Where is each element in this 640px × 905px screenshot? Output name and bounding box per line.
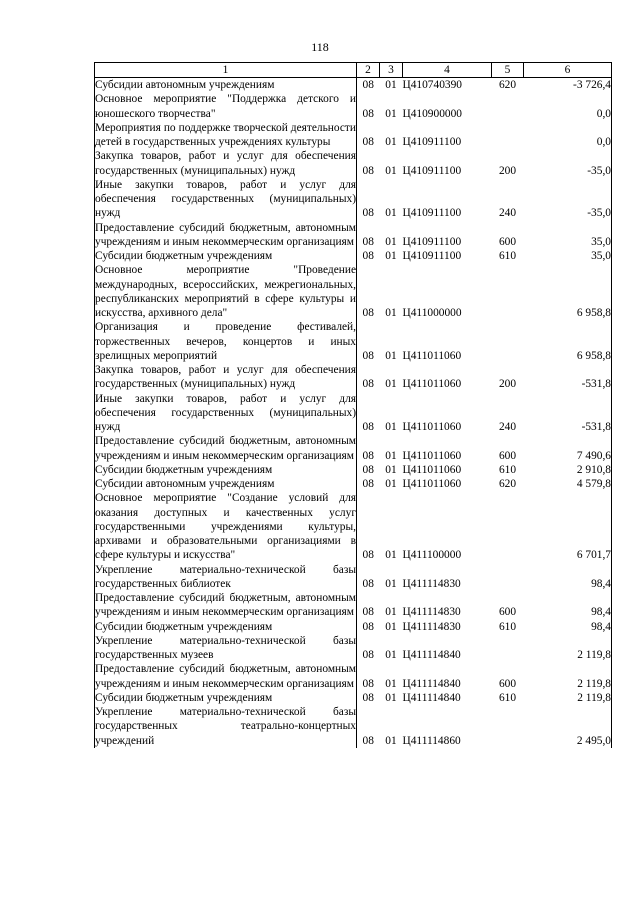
row-subsection: 01 xyxy=(385,79,397,91)
row-target-code: Ц410911100 xyxy=(402,207,462,220)
table-row xyxy=(95,477,612,491)
row-amount: 6 958,8 xyxy=(524,320,612,363)
row-amount: -35,0 xyxy=(524,178,612,221)
row-expense-type: 240 xyxy=(498,207,517,220)
budget-table xyxy=(94,62,612,748)
row-expense-type: 600 xyxy=(498,606,517,619)
row-expense-type: 240 xyxy=(498,421,517,433)
row-expense-type: 610 xyxy=(498,691,517,704)
table-row xyxy=(95,434,612,463)
row-section: 08 xyxy=(362,421,374,433)
row-section: 08 xyxy=(362,378,374,391)
row-expense-type xyxy=(492,705,524,748)
row-amount: -35,0 xyxy=(524,149,612,178)
row-subsection: 01 xyxy=(385,449,397,462)
row-target-code: Ц411114860 xyxy=(402,734,461,747)
row-subsection: 01 xyxy=(385,207,397,220)
row-name: Укрепление материально-технической базы государственных библиотек xyxy=(95,563,356,590)
row-name: Субсидии автономным учреждениям xyxy=(95,477,357,491)
row-name: Субсидии бюджетным учреждениям xyxy=(95,691,357,705)
header-col-5: 5 xyxy=(492,63,524,78)
row-subsection: 01 xyxy=(385,164,397,177)
row-name: Предоставление субсидий бюджетным, автономным учреждениям и иным некоммерческим организациям xyxy=(95,435,356,462)
row-section: 08 xyxy=(362,449,374,462)
row-target-code: Ц411011060 xyxy=(402,378,462,391)
row-target-code: Ц410911100 xyxy=(402,250,462,262)
table-row xyxy=(95,634,612,663)
row-target-code: Ц410900000 xyxy=(402,107,462,120)
table-row xyxy=(95,178,612,221)
row-subsection: 01 xyxy=(385,235,397,248)
row-name: Субсидии автономным учреждениям xyxy=(95,78,357,93)
table-row xyxy=(95,320,612,363)
row-expense-type xyxy=(492,563,524,592)
row-section: 08 xyxy=(362,463,374,476)
row-subsection: 01 xyxy=(385,478,397,490)
row-name: Закупка товаров, работ и услуг для обеспечения государственных (муниципальных) нужд xyxy=(95,364,356,391)
table-header xyxy=(95,63,612,78)
row-target-code: Ц411114840 xyxy=(402,677,461,690)
row-amount: -3 726,4 xyxy=(524,78,612,93)
row-amount: 2 910,8 xyxy=(524,463,612,477)
table-row xyxy=(95,691,612,705)
table-row xyxy=(95,149,612,178)
row-section: 08 xyxy=(362,207,374,220)
row-target-code: Ц411114840 xyxy=(402,691,461,704)
row-name: Основное мероприятие "Поддержка детского и юношеского творчества" xyxy=(95,93,356,120)
row-name: Закупка товаров, работ и услуг для обеспечения государственных (муниципальных) нужд xyxy=(95,150,356,177)
row-expense-type: 200 xyxy=(498,378,517,391)
row-subsection: 01 xyxy=(385,378,397,391)
row-name: Предоставление субсидий бюджетным, автономным учреждениям и иным некоммерческим организациям xyxy=(95,592,356,619)
row-subsection: 01 xyxy=(385,734,397,747)
row-target-code: Ц411011060 xyxy=(402,349,462,362)
row-section: 08 xyxy=(362,549,374,562)
row-section: 08 xyxy=(362,577,374,590)
row-name: Мероприятия по поддержке творческой деятельности детей в государственных учреждениях культуры xyxy=(95,121,356,148)
row-name: Иные закупки товаров, работ и услуг для обеспечения государственных (муниципальных) нужд xyxy=(95,178,356,220)
row-section: 08 xyxy=(362,235,374,248)
table-row xyxy=(95,491,612,562)
table-row xyxy=(95,221,612,250)
row-subsection: 01 xyxy=(385,463,397,476)
row-amount: -531,8 xyxy=(524,363,612,392)
row-section: 08 xyxy=(362,478,374,490)
row-section: 08 xyxy=(362,620,374,633)
row-name: Основное мероприятие "Создание условий для оказания доступных и качественных услуг государственными учреждениями культуры, архивами и образовательными организациями в сфере культуры и искусства" xyxy=(95,492,356,562)
row-name: Основное мероприятие "Проведение международных, всероссийских, межрегиональных, республиканских мероприятий в сфере культуры и искусства, архивного дела" xyxy=(95,264,356,319)
row-name: Иные закупки товаров, работ и услуг для обеспечения государственных (муниципальных) нужд xyxy=(95,392,356,433)
row-expense-type xyxy=(492,92,524,121)
row-subsection: 01 xyxy=(385,250,397,262)
header-col-2: 2 xyxy=(357,63,380,78)
row-expense-type xyxy=(492,320,524,363)
row-amount: 4 579,8 xyxy=(524,477,612,491)
header-col-1: 1 xyxy=(95,63,357,78)
row-amount: 2 119,8 xyxy=(524,662,612,691)
row-amount: 2 119,8 xyxy=(524,634,612,663)
header-row xyxy=(95,63,612,78)
row-subsection: 01 xyxy=(385,606,397,619)
row-amount: 0,0 xyxy=(524,92,612,121)
row-subsection: 01 xyxy=(385,421,397,433)
row-target-code: Ц410911100 xyxy=(402,164,462,177)
row-amount: 35,0 xyxy=(524,249,612,263)
table-row xyxy=(95,78,612,93)
row-name: Субсидии бюджетным учреждениям xyxy=(95,249,357,263)
row-amount: 98,4 xyxy=(524,563,612,592)
row-section: 08 xyxy=(362,691,374,704)
row-expense-type: 200 xyxy=(498,164,517,177)
row-subsection: 01 xyxy=(385,349,397,362)
table-row xyxy=(95,249,612,263)
row-amount: 2 119,8 xyxy=(524,691,612,705)
header-col-3: 3 xyxy=(380,63,403,78)
row-subsection: 01 xyxy=(385,136,397,148)
row-target-code: Ц410911100 xyxy=(402,235,462,248)
row-expense-type: 620 xyxy=(498,478,517,490)
row-amount: -531,8 xyxy=(524,392,612,435)
header-col-6: 6 xyxy=(524,63,612,78)
row-expense-type: 610 xyxy=(498,620,517,633)
row-expense-type: 610 xyxy=(498,463,517,476)
row-amount: 35,0 xyxy=(524,221,612,250)
row-amount: 2 495,0 xyxy=(524,705,612,748)
row-section: 08 xyxy=(362,734,374,747)
row-section: 08 xyxy=(362,79,374,91)
table-row xyxy=(95,620,612,634)
table-row xyxy=(95,92,612,121)
row-target-code: Ц411011060 xyxy=(402,463,462,476)
row-target-code: Ц411011060 xyxy=(402,478,462,490)
table-row xyxy=(95,363,612,392)
row-name: Предоставление субсидий бюджетным, автономным учреждениям и иным некоммерческим организациям xyxy=(95,663,356,690)
row-expense-type: 610 xyxy=(498,250,517,262)
table-row xyxy=(95,591,612,620)
row-subsection: 01 xyxy=(385,577,397,590)
row-expense-type xyxy=(492,121,524,150)
table-row xyxy=(95,392,612,435)
table-row xyxy=(95,121,612,150)
row-subsection: 01 xyxy=(385,620,397,633)
row-target-code: Ц411114830 xyxy=(402,620,461,633)
row-section: 08 xyxy=(362,307,374,319)
row-subsection: 01 xyxy=(385,649,397,661)
row-name: Укрепление материально-технической базы государственных театрально-концертных учреждений xyxy=(95,706,356,747)
row-subsection: 01 xyxy=(385,307,397,319)
row-amount: 7 490,6 xyxy=(524,434,612,463)
row-name: Субсидии бюджетным учреждениям xyxy=(95,620,357,634)
row-section: 08 xyxy=(362,677,374,690)
row-target-code: Ц411114830 xyxy=(402,577,461,590)
row-expense-type xyxy=(492,491,524,562)
row-section: 08 xyxy=(362,649,374,661)
row-subsection: 01 xyxy=(385,677,397,690)
table-row xyxy=(95,662,612,691)
row-expense-type: 600 xyxy=(498,677,517,690)
row-name: Укрепление материально-технической базы государственных музеев xyxy=(95,634,356,661)
row-section: 08 xyxy=(362,349,374,362)
row-target-code: Ц411011060 xyxy=(402,421,462,433)
row-subsection: 01 xyxy=(385,549,397,562)
row-expense-type: 600 xyxy=(498,235,517,248)
table-row xyxy=(95,263,612,320)
row-name: Организация и проведение фестивалей, торжественных вечеров, концертов и иных зрелищных мероприятий xyxy=(95,321,356,362)
table-row xyxy=(95,563,612,592)
row-section: 08 xyxy=(362,136,374,148)
row-target-code: Ц410911100 xyxy=(402,136,462,148)
row-expense-type: 600 xyxy=(498,449,517,462)
row-target-code: Ц411011060 xyxy=(402,449,462,462)
row-name: Субсидии бюджетным учреждениям xyxy=(95,463,357,477)
page-number: 118 xyxy=(311,40,329,54)
row-section: 08 xyxy=(362,250,374,262)
row-expense-type xyxy=(492,263,524,320)
row-target-code: Ц410740390 xyxy=(402,79,462,91)
row-target-code: Ц411114830 xyxy=(402,606,461,619)
row-subsection: 01 xyxy=(385,107,397,120)
row-amount: 98,4 xyxy=(524,591,612,620)
row-amount: 98,4 xyxy=(524,620,612,634)
row-name: Предоставление субсидий бюджетным, автономным учреждениям и иным некоммерческим организациям xyxy=(95,221,356,248)
table-body xyxy=(95,78,612,748)
row-target-code: Ц411114840 xyxy=(402,649,461,661)
table-row xyxy=(95,705,612,748)
row-expense-type: 620 xyxy=(498,79,517,91)
row-expense-type xyxy=(492,634,524,663)
header-col-4: 4 xyxy=(403,63,492,78)
row-target-code: Ц411000000 xyxy=(402,307,462,319)
row-section: 08 xyxy=(362,107,374,120)
row-section: 08 xyxy=(362,606,374,619)
row-subsection: 01 xyxy=(385,691,397,704)
row-amount: 6 701,7 xyxy=(524,491,612,562)
row-section: 08 xyxy=(362,164,374,177)
row-amount: 6 958,8 xyxy=(524,263,612,320)
table-row xyxy=(95,463,612,477)
row-target-code: Ц411100000 xyxy=(402,549,462,562)
row-amount: 0,0 xyxy=(524,121,612,150)
